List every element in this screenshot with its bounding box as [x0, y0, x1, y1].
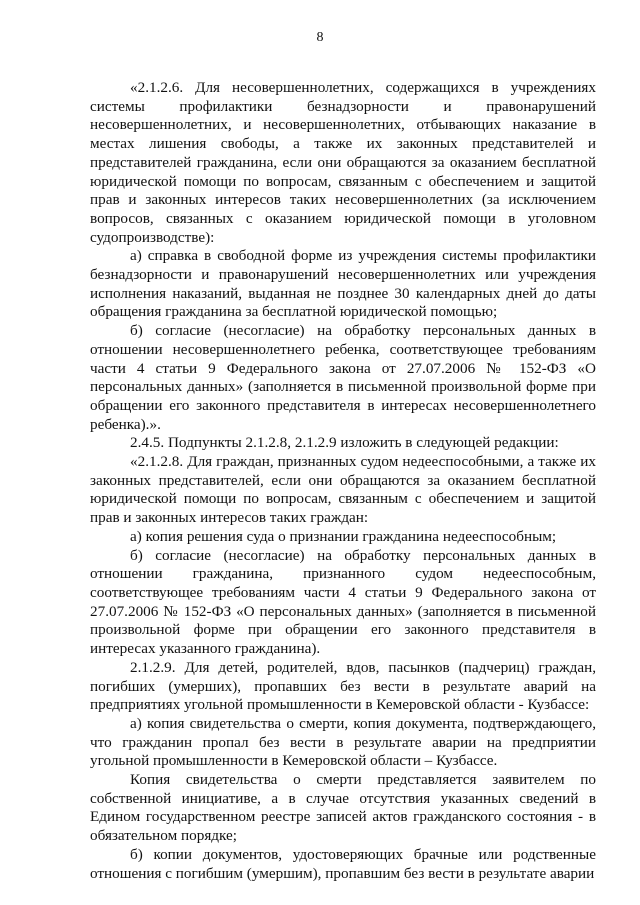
- paragraph-item-a: а) копия решения суда о признании гражданина недееспособным;: [130, 527, 557, 545]
- paragraph-item-a: а) копия свидетельства о смерти, копия документа, подтверждающего, что гражданин пропал без вести в результате аварии на предприятии угольной промышленности в Кемеровской области – Кузбассе.: [90, 714, 596, 770]
- paragraph-item-a: а) справка в свободной форме из учреждения системы профилактики безнадзорности и правонарушений несовершеннолетних или учреждения исполнения наказаний, выданная не позднее 30 календарных дней до даты обращения гражданина за бесплатной юридической помощью;: [90, 247, 596, 321]
- paragraph-2-4-5: 2.4.5. Подпункты 2.1.2.8, 2.1.2.9 изложить в следующей редакции:: [130, 434, 559, 452]
- paragraph-death-certificate: Копия свидетельства о смерти представляется заявителем по собственной инициативе, а в случае отсутствия указанных сведений в Едином государственном реестре записей актов гражданского состояния - в обязательном порядке;: [90, 771, 596, 845]
- paragraph-item-b: б) согласие (несогласие) на обработку персональных данных в отношении несовершеннолетнего ребенка, соответствующее требованиям части 4 статьи 9 Федерального закона от 27.07.2006 № 152-ФЗ «О персональных данных» (заполняется в письменной произвольной форме при обращении его законного представителя в интересах несовершеннолетнего ребенка).».: [90, 322, 596, 433]
- paragraph-item-b: б) копии документов, удостоверяющих брачные или родственные отношения с погибшим (умершим), пропавшим без вести в результате аварии: [90, 845, 596, 882]
- paragraph-2-1-2-9: 2.1.2.9. Для детей, родителей, вдов, пасынков (падчериц) граждан, погибших (умерших), пропавших без вести в результате аварий на предприятиях угольной промышленности в Кемеровской области - Кузбассе:: [90, 658, 596, 714]
- document-body: [90, 79, 596, 883]
- page-number: 8: [316, 30, 324, 45]
- paragraph-2-1-2-8: «2.1.2.8. Для граждан, признанных судом недееспособными, а также их законных представителей, если они обращаются за оказанием бесплатной юридической помощи по вопросам, связанным с обеспечением и защитой прав и законных интересов таких граждан:: [90, 453, 596, 527]
- paragraph-2-1-2-6: «2.1.2.6. Для несовершеннолетних, содержащихся в учреждениях системы профилактики безнадзорности и правонарушений несовершеннолетних, и несовершеннолетних, отбывающих наказание в местах лишения свободы, а также их законных представителей и представителей гражданина, если они обращаются за оказанием бесплатной юридической помощи по вопросам, связанным с обеспечением и защитой прав и законных интересов таких несовершеннолетних (за исключением вопросов, связанных с оказанием юридической помощи в уголовном судопроизводстве):: [90, 79, 596, 246]
- paragraph-item-b: б) согласие (несогласие) на обработку персональных данных в отношении гражданина, признанного судом недееспособным, соответствующее требованиям части 4 статьи 9 Федерального закона от 27.07.2006 № 152-ФЗ «О персональных данных» (заполняется в письменной произвольной форме при обращении его законного представителя в интересах указанного гражданина).: [90, 546, 596, 658]
